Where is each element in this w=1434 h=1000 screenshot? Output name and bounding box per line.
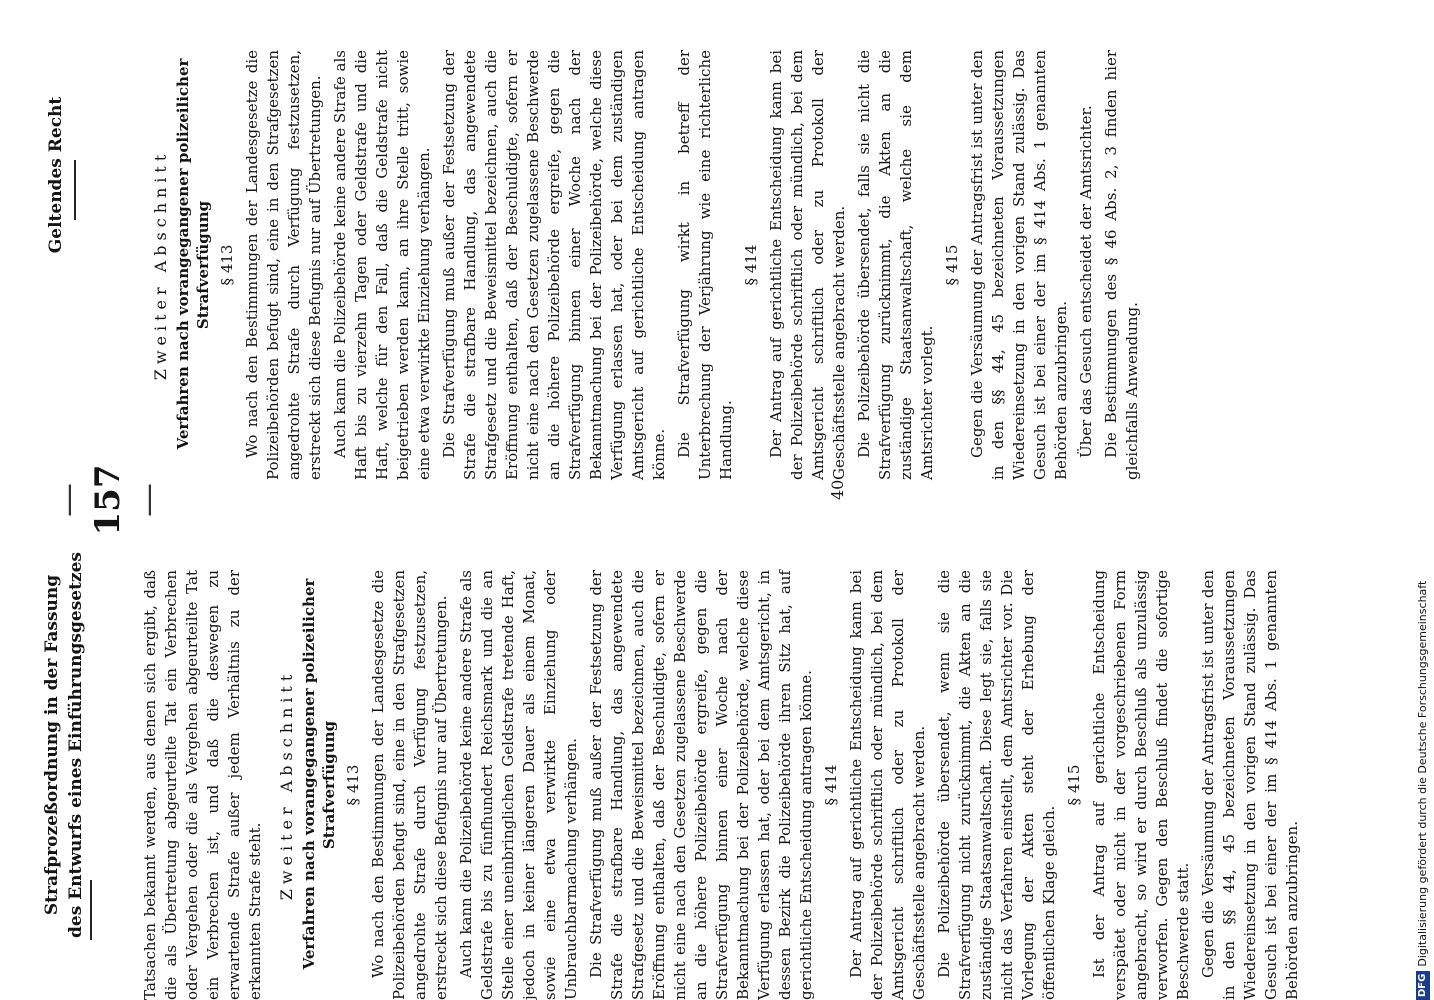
paragraph-415-heading: § 415 (1065, 764, 1083, 806)
section-title: Zweiter Abschnitt (151, 149, 170, 381)
left-title-line-2: des Entwurfs eines Einführungsgesetzes (66, 552, 86, 938)
paragraph-413-heading: § 413 (218, 244, 236, 286)
paragraph-413-text-2: Auch kann die Polizeibehörde keine andere Strafe als Geldstrafe bis zu fünfhundert Reichsmark und die an Stelle einer uneinbringlichen Geldstrafe tretende Haft, jedoch in keiner längeren Dauer als einem Monat, sowie eine etwa verwirkte Einziehung oder Unbrauchbarmachung verhängen. (457, 570, 580, 1000)
paragraph-413-text-3: Die Strafverfügung muß außer der Festsetzung der Strafe die strafbare Handlung, das angewendete Strafgesetz und die Beweismittel bezeichnen, auch die Eröffnung enthalten, daß der Beschuldigte, sofern er nicht eine nach den Gesetzen zugelassene Beschwerde an die höhere Polizeibehörde ergreife, gegen die Strafverfügung binnen einer Woche nach der Bekanntmachung bei der Polizeibehörde, welche diese Verfügung erlassen hat, oder bei dem Amtsgericht, in dessen Bezirk die Polizeibehörde ihren Sitz hat, auf gerichtliche Entscheidung antragen könne. (587, 570, 815, 1000)
digitization-footer (1412, 0, 1434, 1000)
section-subtitle: Verfahren nach vorangegangener polizeilicher Strafverfügung (174, 58, 212, 450)
left-column-title (40, 510, 88, 980)
right-column (140, 50, 1147, 480)
paragraph-415-heading: § 415 (943, 244, 961, 286)
dash-left: — (48, 483, 88, 517)
right-title-rule (74, 160, 76, 220)
left-title-rule (90, 880, 92, 940)
paragraph-413-heading: § 413 (344, 764, 362, 806)
page-number-value: 157 (88, 464, 128, 536)
paragraph-414-heading: § 414 (742, 244, 760, 286)
paragraph-414-text-1: Der Antrag auf gerichtliche Entscheidung kann bei der Polizeibehörde schriftlich oder mündlich, bei dem Amtsgericht schriftlich oder zu Protokoll der Geschäftsstelle angebracht werden. (847, 570, 928, 1000)
paragraph-413-text-2: Auch kann die Polizeibehörde keine andere Strafe als Haft bis zu vierzehn Tagen oder Geldstrafe und die Haft, welche für den Fall, daß die Geldstrafe nicht beigetrieben werden kann, an ihre Stelle tritt, sowie eine etwa verwirkte Einziehung verhängen. (331, 50, 433, 480)
dfg-logo: DFG (1416, 971, 1430, 1000)
right-column-title: Geltendes Recht (46, 96, 66, 254)
paragraph-415-text-1: Gegen die Versäumung der Antragsfrist ist unter den in den §§ 44, 45 bezeichneten Voraussetzungen Wiedereinsetzung in den vorigen Stand zulässig. Das Gesuch ist bei einer der im § 414 Abs. 1 genannten Behörden anzubringen. (968, 50, 1070, 480)
left-column (140, 570, 1307, 1000)
paragraph-414-text-2: Die Polizeibehörde übersendet, falls sie nicht die Strafverfügung zurücknimmt, die Akten an die zuständige Staatsanwaltschaft, welche sie dem Amtsrichter vorlegt. (855, 50, 936, 480)
paragraph-413-text-1: Wo nach den Bestimmungen der Landesgesetze die Polizeibehörden befugt sind, eine in den Strafgesetzen angedrohte Strafe durch Verfügung festzusetzen, erstreckt sich diese Befugnis nur auf Übertretungen. (369, 570, 450, 1000)
paragraph-413-text-4: Die Strafverfügung wirkt in betreff der Unterbrechung der Verjährung wie eine richterliche Handlung. (675, 50, 735, 480)
paragraph-415-text-1: Ist der Antrag auf gerichtliche Entscheidung verspätet oder nicht in der vorgeschriebenen Form angebracht, so wird er durch Beschluß als unzulässig verworfen. Gegen den Beschluß findet die sofortige Beschwerde statt. (1090, 570, 1192, 1000)
paragraph-415-text-3: Die Bestimmungen des § 46 Abs. 2, 3 finden hier gleichfalls Anwendung. (1102, 50, 1141, 480)
left-title-line-1: Strafprozeßordnung in der Fassung (42, 574, 62, 916)
paragraph-415-text-2: Über das Gesuch entscheidet der Amtsrichter. (1077, 105, 1095, 458)
dash-right: — (128, 483, 168, 517)
paragraph-414-text-1: Der Antrag auf gerichtliche Entscheidung kann bei der Polizeibehörde schriftlich oder mündlich, bei dem Amtsgericht schriftlich oder zu Protokoll der Geschäftsstelle angebracht werden. (767, 50, 848, 480)
footer-text: Digitalisierung gefördert durch die Deutsche Forschungsgemeinschaft (1416, 580, 1429, 967)
paragraph-414-heading: § 414 (822, 764, 840, 806)
intro-paragraph: Tatsachen bekannt werden, aus denen sich ergibt, daß die als Übertretung abgeurteilte Tat ein Verbrechen oder Vergehen oder die als Vergehen abgeurteilte Tat ein Verbrechen ist, und daß die deswegen zu erwartende Strafe außer jedem Verhältnis zu der erkannten Strafe steht. (141, 570, 264, 1000)
folio-number: 40 (828, 479, 847, 500)
paragraph-414-text-2: Die Polizeibehörde übersendet, wenn sie die Strafverfügung nicht zurücknimmt, die Akten an die zuständige Staatsanwaltschaft. Diese legt sie, falls sie nicht das Verfahren einstellt, dem Amtsrichter vor. Die Vorlegung der Akten steht der Erhebung der öffentlichen Klage gleich. (935, 570, 1058, 1000)
paragraph-413-text-3: Die Strafverfügung muß außer der Festsetzung der Strafe die strafbare Handlung, das angewendete Strafgesetz und die Beweismittel bezeichnen, auch die Eröffnung enthalten, daß der Beschuldigte, sofern er nicht eine nach den Gesetzen zugelassene Beschwerde an die höhere Polizeibehörde ergreife, gegen die Strafverfügung binnen einer Woche nach der Bekanntmachung bei der Polizeibehörde, welche diese Verfügung erlassen hat, oder bei dem zuständigen Amtsgericht auf gerichtliche Entscheidung antragen könne. (440, 50, 668, 480)
section-title: Zweiter Abschnitt (277, 669, 296, 901)
paragraph-413-text-1: Wo nach den Bestimmungen der Landesgesetze die Polizeibehörden befugt sind, eine in den Strafgesetzen angedrohte Strafe durch Verfügung festzusetzen, erstreckt sich diese Befugnis nur auf Übertretungen. (243, 50, 324, 480)
section-subtitle: Verfahren nach vorangegangener polizeilicher Strafverfügung (300, 578, 338, 970)
paragraph-415-text-2: Gegen die Versäumung der Antragsfrist ist unter den in den §§ 44, 45 bezeichneten Voraussetzungen Wiedereinsetzung in den vorigen Stand zulässig. Das Gesuch ist bei einer der im § 414 Abs. 1 genannten Behörden anzubringen. (1199, 570, 1301, 1000)
